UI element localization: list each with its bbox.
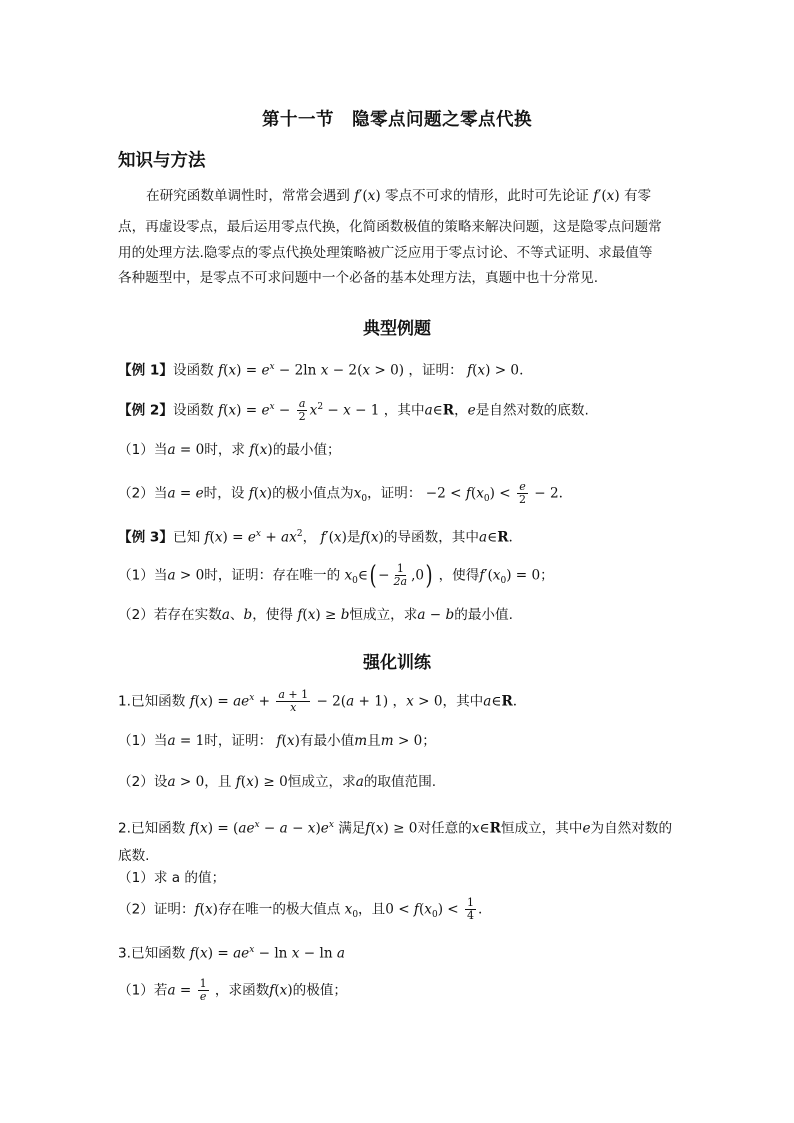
example-3-part-1: （1）当a > 0时，证明：存在唯一的 $x_0\in$( − $\frac{1}{2a}$ ,0) ，使得$f'(x_0) = 0$； [118,560,554,591]
intro-line-4: 各种题型中，是零点不可求问题中一个必备的基本处理方法，真题中也十分常见. [118,270,599,286]
intro-line-3: 用的处理方法.隐零点的零点代换处理策略被广泛应用于零点讨论、不等式证明、求最值等 [118,245,653,261]
problem-2-part-1: （1）求 a 的值； [118,870,226,886]
example-3-part-2: （2）若存在实数a、b，使得 f(x) ≥ b恒成立，求a − b的最小值. [118,607,513,623]
problem-2-continued: 底数. [118,848,150,864]
problem-1-part-1: （1）当a = 1时，证明： f(x)有最小值m且m > 0； [118,733,436,749]
page-title: 第十一节 隐零点问题之零点代换 [262,110,532,130]
section-heading-examples: 典型例题 [363,319,431,339]
example-2-part-1: （1）当a = 0时，求 f(x)的最小值； [118,442,341,458]
example-2-part-2: （2）当a = e时，设 f(x)的极小值点为$x_0$，证明： $-2 < f(x_0)$ < $\frac{e}{2}$ − 2. [118,480,563,506]
example-2: 【例 2】设函数 $f(x) = e^x$ − $\frac{a}{2}$ $x^2 - x - 1$ ，其中a∈R，e是自然对数的底数. [118,397,589,424]
problem-2: 2.已知函数 $f(x) = (ae^x - a - x)e^x$ 满足f(x) ≥ 0对任意的x∈R恒成立，其中e为自然对数的 [118,820,673,837]
intro-line-1: 在研究函数单调性时，常常会遇到 f′(x) 零点不可求的情形，此时可先论证 f′(x) 有零 [146,188,652,204]
problem-2-part-2: （2）证明：f(x)存在唯一的极大值点 $x_0$，且$0 < f(x_0)$ < $\frac{1}{4}$ . [118,896,483,922]
problem-1: 1.已知函数 $f(x) = ae^x$ + $\frac{a + 1}{x}$ − 2(a + 1) ，x > 0，其中a∈R. [118,688,518,715]
example-3: 【例 3】已知 $f(x) = e^x + ax^2$， f′(x)是f(x)的导函数，其中a∈R. [118,529,513,546]
problem-3-part-1: （1）若a = $\frac{1}{e}$ ，求函数f(x)的极值； [118,977,348,1003]
problem-3: 3.已知函数 $f(x) = ae^x - \ln x - \ln a$ [118,945,346,962]
intro-line-2: 点，再虚设零点，最后运用零点代换，化简函数极值的策略来解决问题，这是隐零点问题常 [118,219,662,235]
example-1: 【例 1】设函数 $f(x) = e^x - 2\ln$ x − 2(x > 0) ，证明： f(x) > 0. [118,362,524,379]
section-heading-training: 强化训练 [363,653,431,673]
section-heading-knowledge: 知识与方法 [118,151,206,171]
problem-1-part-2: （2）设a > 0，且 f(x) ≥ 0恒成立，求a的取值范围. [118,774,437,790]
